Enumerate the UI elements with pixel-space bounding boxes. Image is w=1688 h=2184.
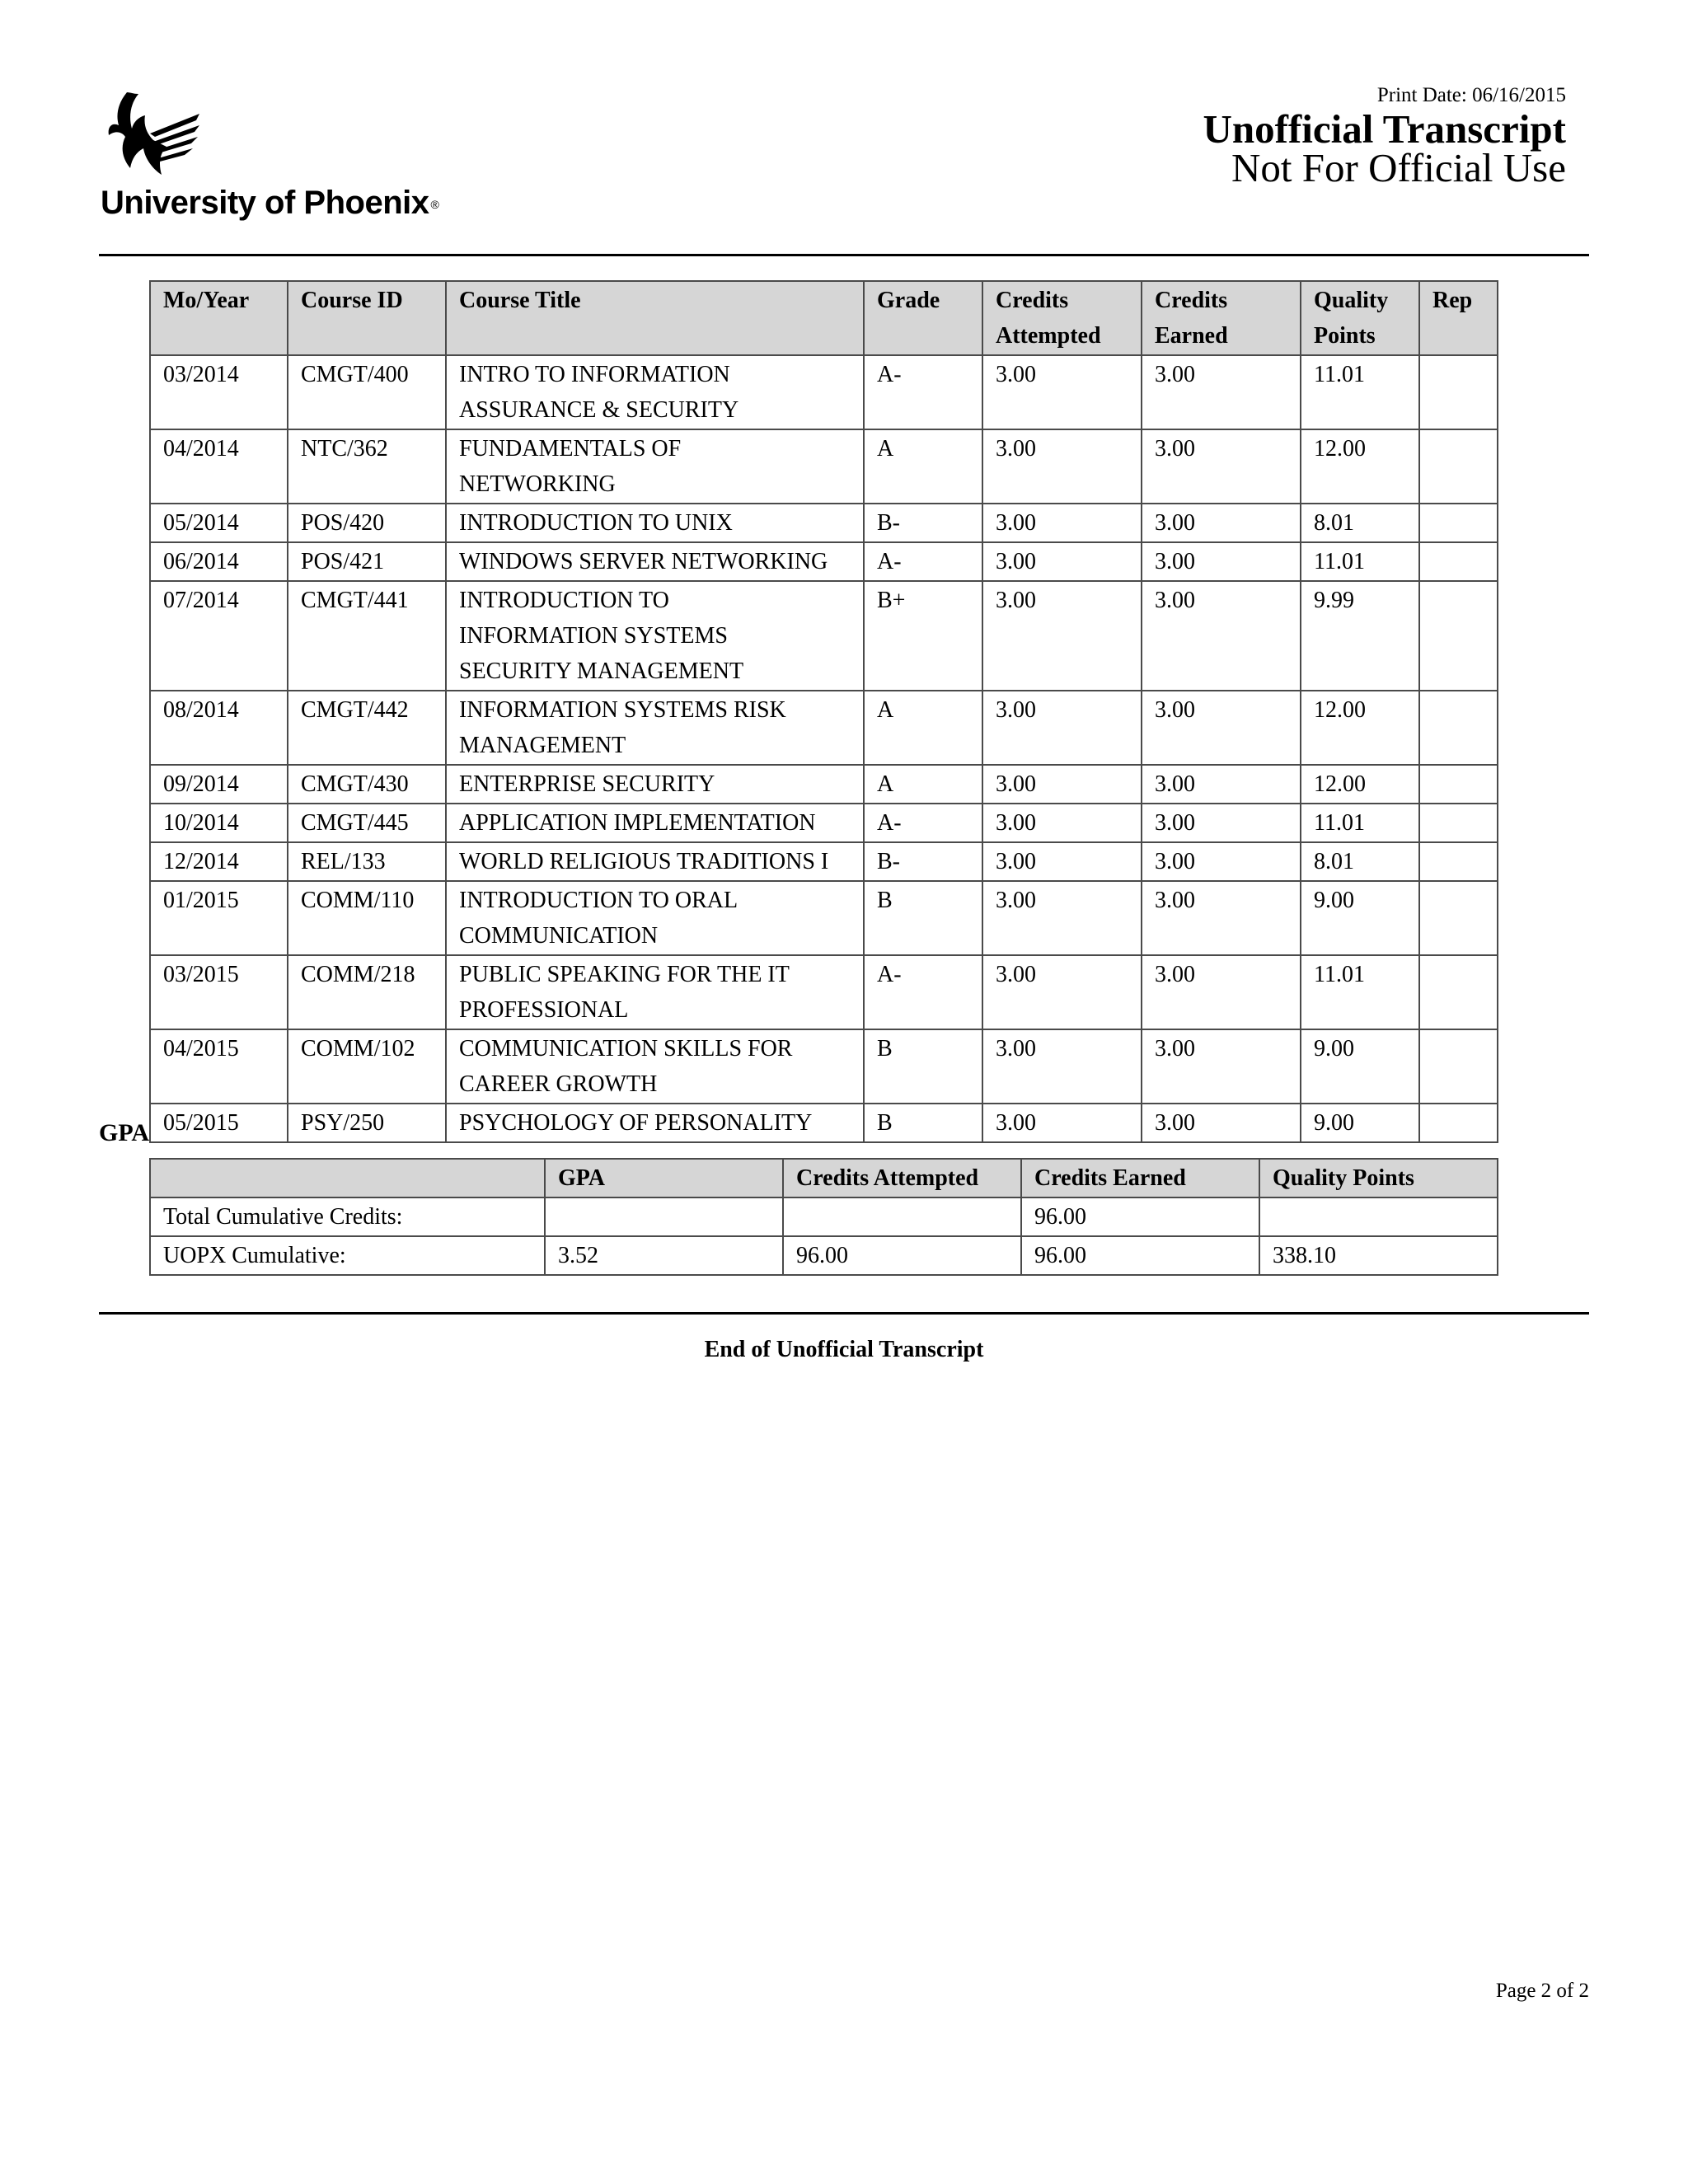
header-block: [1203, 82, 1566, 190]
cell-line: WORLD RELIGIOUS TRADITIONS I: [459, 849, 829, 874]
quality-points-cell: 8.01: [1301, 842, 1419, 881]
cell-line: Earned: [1155, 323, 1228, 349]
column-header: [446, 281, 864, 355]
rep-cell: [1419, 581, 1498, 691]
phoenix-emblem-icon: [104, 89, 203, 181]
cell-line: PROFESSIONAL: [459, 997, 629, 1023]
course-id-cell: CMGT/430: [288, 765, 446, 804]
grade-cell: A-: [864, 804, 982, 842]
course-id-cell: PSY/250: [288, 1104, 446, 1142]
cell-line: WINDOWS SERVER NETWORKING: [459, 549, 828, 574]
cell-line: INFORMATION SYSTEMS: [459, 623, 728, 649]
grade-cell: A-: [864, 542, 982, 581]
table-row: [150, 691, 1498, 765]
quality-points-cell: 11.01: [1301, 955, 1419, 1029]
document-subtitle: Not For Official Use: [1231, 145, 1566, 190]
course-title-cell: [446, 691, 864, 765]
footer-divider: [99, 1312, 1589, 1315]
table-row: [150, 581, 1498, 691]
cell-line: Rep: [1432, 288, 1473, 313]
quality-points-cell: 12.00: [1301, 691, 1419, 765]
cell-line: Credits: [1155, 288, 1228, 313]
mo-year-cell: 10/2014: [150, 804, 288, 842]
mo-year-cell: 03/2014: [150, 355, 288, 429]
credits-attempted-cell: 3.00: [982, 1104, 1142, 1142]
course-title-cell: [446, 804, 864, 842]
credits-attempted-cell: 3.00: [982, 1029, 1142, 1104]
mo-year-cell: 07/2014: [150, 581, 288, 691]
rep-cell: [1419, 355, 1498, 429]
grade-cell: B-: [864, 504, 982, 542]
course-title-cell: [446, 504, 864, 542]
cell-line: INFORMATION SYSTEMS RISK: [459, 697, 786, 723]
credits-attempted-cell: 3.00: [982, 955, 1142, 1029]
rep-cell: [1419, 881, 1498, 955]
credits-attempted-cell: 3.00: [982, 691, 1142, 765]
credits-earned-cell: 3.00: [1142, 542, 1301, 581]
cell-line: Quality: [1314, 288, 1389, 313]
credits-attempted-cell: 3.00: [982, 804, 1142, 842]
value-cell: [783, 1197, 1021, 1236]
table-row: [150, 1236, 1498, 1275]
rep-cell: [1419, 1104, 1498, 1142]
courses-table-body: [150, 355, 1498, 1142]
course-title-cell: [446, 1104, 864, 1142]
row-label-cell: UOPX Cumulative:: [150, 1236, 545, 1275]
quality-points-cell: 12.00: [1301, 765, 1419, 804]
credits-earned-cell: 3.00: [1142, 765, 1301, 804]
cell-line: ENTERPRISE SECURITY: [459, 771, 715, 797]
credits-attempted-cell: 3.00: [982, 355, 1142, 429]
cell-line: INTRODUCTION TO: [459, 588, 669, 613]
column-header: [1142, 281, 1301, 355]
credits-attempted-cell: 3.00: [982, 581, 1142, 691]
course-id-cell: NTC/362: [288, 429, 446, 504]
course-title-cell: [446, 581, 864, 691]
print-date: Print Date: 06/16/2015: [1376, 84, 1566, 106]
column-header: [150, 281, 288, 355]
cell-line: COMMUNICATION SKILLS FOR: [459, 1036, 793, 1062]
cell-line: Mo/Year: [163, 288, 250, 313]
rep-cell: [1419, 691, 1498, 765]
cell-line: NETWORKING: [459, 471, 616, 497]
credits-earned-cell: 3.00: [1142, 842, 1301, 881]
course-title-cell: [446, 765, 864, 804]
cell-line: INTRODUCTION TO UNIX: [459, 510, 733, 536]
cell-line: SECURITY MANAGEMENT: [459, 658, 744, 684]
grade-cell: B+: [864, 581, 982, 691]
end-of-transcript: End of Unofficial Transcript: [704, 1337, 984, 1362]
credits-earned-cell: 3.00: [1142, 881, 1301, 955]
cell-line: ASSURANCE & SECURITY: [459, 397, 739, 423]
credits-earned-cell: 3.00: [1142, 804, 1301, 842]
value-cell: 96.00: [1021, 1197, 1259, 1236]
quality-points-cell: 9.00: [1301, 1029, 1419, 1104]
course-title-cell: [446, 881, 864, 955]
cell-line: Points: [1314, 323, 1376, 349]
rep-cell: [1419, 765, 1498, 804]
course-title-cell: [446, 1029, 864, 1104]
quality-points-cell: 11.01: [1301, 542, 1419, 581]
gpa-heading: GPA: [99, 1119, 150, 1146]
cell-line: Credits: [996, 288, 1069, 313]
mo-year-cell: 03/2015: [150, 955, 288, 1029]
grade-cell: A: [864, 691, 982, 765]
table-row: [150, 1029, 1498, 1104]
table-row: [150, 881, 1498, 955]
credits-earned-cell: 3.00: [1142, 955, 1301, 1029]
credits-attempted-cell: 3.00: [982, 842, 1142, 881]
course-id-cell: CMGT/400: [288, 355, 446, 429]
courses-table: [149, 280, 1498, 1143]
table-row: [150, 542, 1498, 581]
course-id-cell: CMGT/441: [288, 581, 446, 691]
credits-earned-cell: 3.00: [1142, 504, 1301, 542]
cell-line: PSYCHOLOGY OF PERSONALITY: [459, 1110, 813, 1136]
course-id-cell: COMM/110: [288, 881, 446, 955]
value-cell: 3.52: [545, 1236, 783, 1275]
table-row: [150, 355, 1498, 429]
header-divider: [99, 254, 1589, 256]
grade-cell: A-: [864, 355, 982, 429]
table-row: [150, 429, 1498, 504]
credits-attempted-cell: 3.00: [982, 881, 1142, 955]
value-cell: 338.10: [1259, 1236, 1498, 1275]
column-header: [150, 1159, 545, 1197]
quality-points-cell: 11.01: [1301, 355, 1419, 429]
cell-line: FUNDAMENTALS OF: [459, 436, 682, 462]
course-title-cell: [446, 355, 864, 429]
cell-line: Course ID: [301, 288, 403, 313]
rep-cell: [1419, 1029, 1498, 1104]
cell-line: PUBLIC SPEAKING FOR THE IT: [459, 962, 790, 987]
table-row: [150, 842, 1498, 881]
quality-points-cell: 12.00: [1301, 429, 1419, 504]
row-label-cell: Total Cumulative Credits:: [150, 1197, 545, 1236]
rep-cell: [1419, 429, 1498, 504]
credits-earned-cell: 3.00: [1142, 429, 1301, 504]
cell-line: Grade: [877, 288, 940, 313]
course-title-cell: [446, 842, 864, 881]
quality-points-cell: 9.00: [1301, 881, 1419, 955]
rep-cell: [1419, 804, 1498, 842]
table-row: [150, 1104, 1498, 1142]
course-title-cell: [446, 429, 864, 504]
logo-wordmark: University of Phoenix ®: [101, 185, 439, 221]
university-logo: [101, 89, 496, 229]
column-header: GPA: [545, 1159, 783, 1197]
cell-line: INTRO TO INFORMATION: [459, 362, 730, 387]
credits-attempted-cell: 3.00: [982, 765, 1142, 804]
cell-line: MANAGEMENT: [459, 733, 626, 758]
column-header: [1419, 281, 1498, 355]
mo-year-cell: 09/2014: [150, 765, 288, 804]
rep-cell: [1419, 504, 1498, 542]
credits-earned-cell: 3.00: [1142, 691, 1301, 765]
mo-year-cell: 05/2015: [150, 1104, 288, 1142]
table-row: [150, 504, 1498, 542]
mo-year-cell: 06/2014: [150, 542, 288, 581]
credits-attempted-cell: 3.00: [982, 429, 1142, 504]
gpa-table: [149, 1158, 1498, 1276]
cell-line: Attempted: [996, 323, 1101, 349]
rep-cell: [1419, 842, 1498, 881]
column-header: Credits Attempted: [783, 1159, 1021, 1197]
cell-line: INTRODUCTION TO ORAL: [459, 888, 738, 913]
table-row: [150, 804, 1498, 842]
grade-cell: B: [864, 881, 982, 955]
course-id-cell: COMM/102: [288, 1029, 446, 1104]
column-header: Quality Points: [1259, 1159, 1498, 1197]
grade-cell: B: [864, 1029, 982, 1104]
table-row: [150, 1197, 1498, 1236]
rep-cell: [1419, 955, 1498, 1029]
value-cell: [1259, 1197, 1498, 1236]
credits-earned-cell: 3.00: [1142, 1104, 1301, 1142]
grade-cell: A: [864, 429, 982, 504]
quality-points-cell: 8.01: [1301, 504, 1419, 542]
table-row: [150, 955, 1498, 1029]
value-cell: 96.00: [1021, 1236, 1259, 1275]
quality-points-cell: 9.00: [1301, 1104, 1419, 1142]
mo-year-cell: 04/2014: [150, 429, 288, 504]
cell-line: Course Title: [459, 288, 581, 313]
cell-line: CAREER GROWTH: [459, 1071, 658, 1097]
credits-attempted-cell: 3.00: [982, 542, 1142, 581]
course-id-cell: CMGT/442: [288, 691, 446, 765]
credits-earned-cell: 3.00: [1142, 355, 1301, 429]
courses-table-header: [150, 281, 1498, 355]
cell-line: APPLICATION IMPLEMENTATION: [459, 810, 816, 836]
column-header: [864, 281, 982, 355]
quality-points-cell: 11.01: [1301, 804, 1419, 842]
value-cell: [545, 1197, 783, 1236]
mo-year-cell: 04/2015: [150, 1029, 288, 1104]
course-title-cell: [446, 955, 864, 1029]
column-header: [288, 281, 446, 355]
quality-points-cell: 9.99: [1301, 581, 1419, 691]
gpa-table-header: [150, 1159, 1498, 1197]
mo-year-cell: 12/2014: [150, 842, 288, 881]
grade-cell: A-: [864, 955, 982, 1029]
cell-line: COMMUNICATION: [459, 923, 659, 949]
mo-year-cell: 05/2014: [150, 504, 288, 542]
gpa-table-body: [150, 1197, 1498, 1275]
table-row: [150, 765, 1498, 804]
column-header: Credits Earned: [1021, 1159, 1259, 1197]
value-cell: 96.00: [783, 1236, 1021, 1275]
course-id-cell: POS/420: [288, 504, 446, 542]
page-number: Page 2 of 2: [1495, 1980, 1589, 2002]
column-header: [982, 281, 1142, 355]
course-id-cell: COMM/218: [288, 955, 446, 1029]
course-id-cell: POS/421: [288, 542, 446, 581]
mo-year-cell: 01/2015: [150, 881, 288, 955]
column-header: [1301, 281, 1419, 355]
document-title: Unofficial Transcript: [1203, 106, 1566, 152]
grade-cell: A: [864, 765, 982, 804]
course-id-cell: REL/133: [288, 842, 446, 881]
credits-attempted-cell: 3.00: [982, 504, 1142, 542]
grade-cell: B-: [864, 842, 982, 881]
course-title-cell: [446, 542, 864, 581]
credits-earned-cell: 3.00: [1142, 1029, 1301, 1104]
credits-earned-cell: 3.00: [1142, 581, 1301, 691]
grade-cell: B: [864, 1104, 982, 1142]
mo-year-cell: 08/2014: [150, 691, 288, 765]
rep-cell: [1419, 542, 1498, 581]
course-id-cell: CMGT/445: [288, 804, 446, 842]
